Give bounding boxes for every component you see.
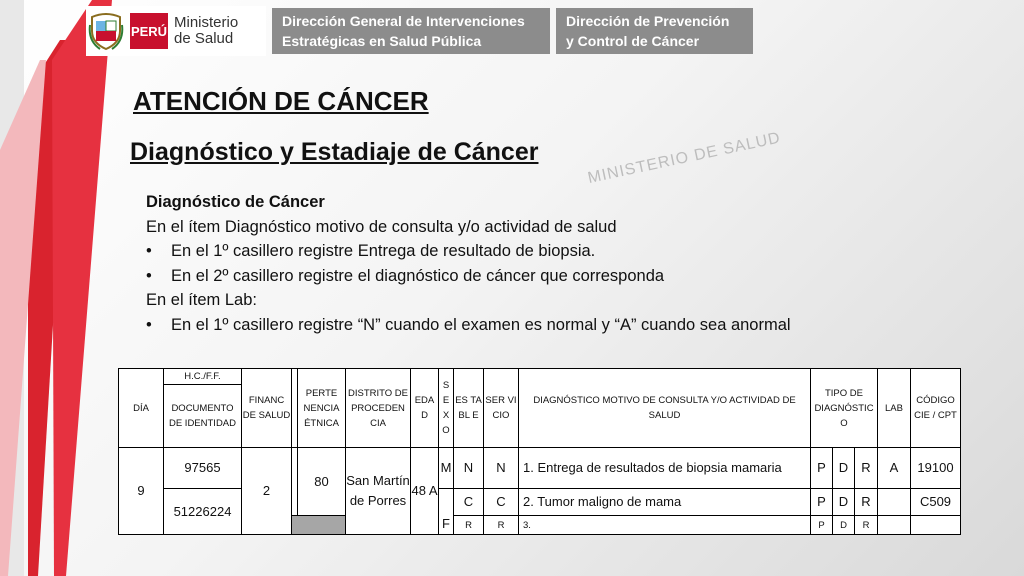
header-edad: EDA D <box>411 369 439 448</box>
cell-tipo-p[interactable]: P <box>811 489 833 516</box>
cell-estab[interactable]: C <box>454 489 484 516</box>
cell-estab[interactable]: N <box>454 448 484 489</box>
watermark: MINISTERIO DE SALUD <box>586 129 783 188</box>
cell-diagnostico[interactable]: 3. <box>519 516 811 535</box>
cell-lab[interactable]: A <box>878 448 911 489</box>
header-etnia: PERTE NENCIA ÉTNICA <box>298 369 346 448</box>
cell-hc[interactable]: 97565 <box>164 448 242 489</box>
cell-servicio[interactable]: C <box>484 489 519 516</box>
cell-distrito[interactable]: San Martín de Porres <box>346 448 411 535</box>
cell-tipo-d[interactable]: D <box>833 448 855 489</box>
peru-label: PERÚ <box>130 13 168 49</box>
cell-codigo[interactable]: 19100 <box>911 448 961 489</box>
cell-edad[interactable]: 48 A <box>411 448 439 535</box>
cell-documento[interactable]: 51226224 <box>164 489 242 535</box>
header-distrito: DISTRITO DE PROCEDEN CIA <box>346 369 411 448</box>
ministry-logo <box>86 6 266 56</box>
cell-financ[interactable]: 2 <box>242 448 292 535</box>
header-hc-ff: H.C./F.F. <box>164 369 242 385</box>
cell-tipo-p[interactable]: P <box>811 448 833 489</box>
cell-dia[interactable]: 9 <box>119 448 164 535</box>
header-financ: FINANC DE SALUD <box>242 369 292 448</box>
cell-tipo-r[interactable]: R <box>855 516 878 535</box>
cell-codigo[interactable]: C509 <box>911 489 961 516</box>
header-lab: LAB <box>878 369 911 448</box>
cell-sexo-m[interactable]: M <box>439 448 454 489</box>
cell-servicio[interactable]: N <box>484 448 519 489</box>
cell-codigo[interactable] <box>911 516 961 535</box>
header-servicio: SER VI CIO <box>484 369 519 448</box>
page-subtitle: Diagnóstico y Estadiaje de Cáncer <box>130 138 539 166</box>
cell-etnia[interactable]: 80 <box>298 448 346 516</box>
page-title: ATENCIÓN DE CÁNCER <box>133 86 429 116</box>
cell-servicio[interactable]: R <box>484 516 519 535</box>
cell-lab[interactable] <box>878 489 911 516</box>
coat-of-arms-icon <box>86 9 126 53</box>
cell-tipo-d[interactable]: D <box>833 489 855 516</box>
header-dia: DÍA <box>119 369 164 448</box>
instructions-bullet: • En el 2º casillero registre el diagnóstico de cáncer que corresponda <box>146 264 791 289</box>
instructions-line: En el ítem Diagnóstico motivo de consulta y/o actividad de salud <box>146 217 617 236</box>
cell-diagnostico[interactable]: 1. Entrega de resultados de biopsia mamaria <box>519 448 811 489</box>
ministry-name: Ministerio de Salud <box>174 14 239 47</box>
cell-tipo-r[interactable]: R <box>855 448 878 489</box>
header-box-direccion-prevencion: Dirección de Prevención y Control de Cáncer <box>556 8 753 54</box>
header-diagnostico: DIAGNÓSTICO MOTIVO DE CONSULTA Y/O ACTIVIDAD DE SALUD <box>519 369 811 448</box>
header-tipo-diagnostico: TIPO DE DIAGNÓSTIC O <box>811 369 878 448</box>
cell-tipo-d[interactable]: D <box>833 516 855 535</box>
header-estab: ES TA BL E <box>454 369 484 448</box>
header-documento: DOCUMENTO DE IDENTIDAD <box>164 385 242 448</box>
instructions <box>146 190 791 337</box>
cell-tipo-p[interactable]: P <box>811 516 833 535</box>
his-record-table <box>118 368 961 535</box>
header-sexo: S E X O <box>439 369 454 448</box>
instructions-bullet: • En el 1º casillero registre “N” cuando el examen es normal y “A” cuando sea anormal <box>146 313 791 338</box>
cell-estab[interactable]: R <box>454 516 484 535</box>
cell-diagnostico[interactable]: 2. Tumor maligno de mama <box>519 489 811 516</box>
cell-sexo-f[interactable]: F <box>439 489 454 535</box>
instructions-bullet: • En el 1º casillero registre Entrega de resultado de biopsia. <box>146 239 791 264</box>
instructions-heading: Diagnóstico de Cáncer <box>146 193 325 211</box>
header-codigo: CÓDIGO CIE / CPT <box>911 369 961 448</box>
cell-tipo-r[interactable]: R <box>855 489 878 516</box>
cell-lab[interactable] <box>878 516 911 535</box>
header-box-direccion-general: Dirección General de Intervenciones Estratégicas en Salud Pública <box>272 8 550 54</box>
cell-shaded <box>292 516 346 535</box>
instructions-line: En el ítem Lab: <box>146 291 257 309</box>
